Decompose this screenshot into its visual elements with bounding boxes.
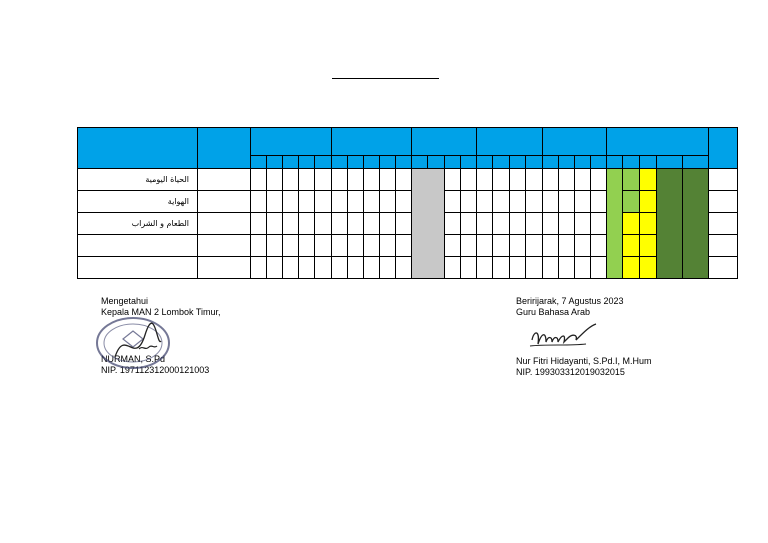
week-cell (380, 156, 396, 169)
green-block (683, 169, 709, 279)
topic-cell: الحياة اليومية (78, 169, 198, 191)
week-cell (348, 156, 364, 169)
header-notes (709, 128, 738, 169)
week-cell (251, 156, 267, 169)
week-cell (267, 156, 283, 169)
week-cell (559, 156, 575, 169)
header-topic (78, 128, 198, 169)
header-month-1 (251, 128, 332, 156)
headmaster-title: Kepala MAN 2 Lombok Timur, (101, 307, 221, 317)
week-cell (315, 156, 332, 169)
week-cell (412, 156, 428, 169)
week-cell (283, 156, 299, 169)
week-cell (510, 156, 526, 169)
topic-cell: الهواية (78, 191, 198, 213)
signature-right (516, 296, 652, 378)
table-row (78, 213, 738, 235)
week-cell (364, 156, 380, 169)
lime-block (607, 169, 623, 279)
week-cell (683, 156, 709, 169)
table-row (78, 169, 738, 191)
table-row (78, 235, 738, 257)
week-cell (428, 156, 445, 169)
lime-cell (623, 191, 640, 213)
week-cell (591, 156, 607, 169)
week-cell (575, 156, 591, 169)
yellow-cell (640, 257, 657, 279)
week-cell (332, 156, 348, 169)
week-cell (477, 156, 493, 169)
header-month-3 (412, 128, 477, 156)
headmaster-nip: NIP. 197112312000121003 (101, 365, 210, 375)
week-cell (299, 156, 315, 169)
schedule-table (77, 127, 738, 279)
header-allocation (198, 128, 251, 169)
week-cell (640, 156, 657, 169)
header-month-6 (607, 128, 709, 156)
title-underline (332, 78, 439, 79)
table-row (78, 191, 738, 213)
header-month-4 (477, 128, 543, 156)
acknowledged-label: Mengetahui (101, 296, 149, 306)
week-cell (657, 156, 683, 169)
teacher-name: Nur Fitri Hidayanti, S.Pd.I, M.Hum (516, 356, 652, 366)
teacher-title: Guru Bahasa Arab (516, 307, 591, 317)
yellow-cell (640, 169, 657, 191)
week-cell (543, 156, 559, 169)
topic-cell (78, 235, 198, 257)
yellow-cell (623, 235, 640, 257)
notes-cell (709, 169, 738, 191)
signature-left (101, 296, 221, 376)
week-cell (607, 156, 623, 169)
lime-cell (623, 169, 640, 191)
place-date: Beririjarak, 7 Agustus 2023 (516, 296, 624, 306)
yellow-cell (640, 235, 657, 257)
allocation-cell (198, 169, 251, 191)
gray-block (412, 169, 445, 279)
yellow-cell (640, 213, 657, 235)
headmaster-name: NURMAN, S.Pd (101, 354, 166, 364)
topic-cell: الطعام و الشراب (78, 213, 198, 235)
yellow-cell (640, 191, 657, 213)
yellow-cell (623, 257, 640, 279)
week-cell (493, 156, 510, 169)
week-cell (445, 156, 461, 169)
green-block (657, 169, 683, 279)
week-cell (526, 156, 543, 169)
week-cell (461, 156, 477, 169)
header-month-2 (332, 128, 412, 156)
teacher-nip: NIP. 199303312019032015 (516, 367, 625, 377)
topic-cell (78, 257, 198, 279)
yellow-cell (623, 213, 640, 235)
header-month-5 (543, 128, 607, 156)
week-cell (623, 156, 640, 169)
table-row (78, 257, 738, 279)
week-cell (396, 156, 412, 169)
